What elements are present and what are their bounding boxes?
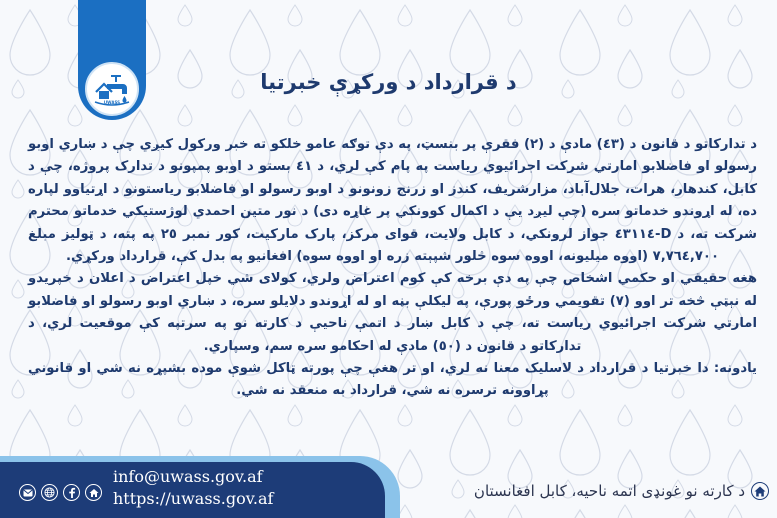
notice-paragraph-award: د تدارکاتو د قانون د (٤٣) مادې د (٢) فقرې پر بنسټ، په دې توګه عامو خلکو ته خبر ورکول کیږي چې د ښاري اوبو رسولو او فاضلابو امارتي شرکت اجرائیوي ریاست په پام کې لري، د ٤١ بستو د اوبو پمپونو د تدارک پروژه، چې د کابل، کندهار، هرات، جلال‌آباد، مزارشریف، کندز او زرنج زونونو د اوبو رسولو او فاضلابو ریاستونو د اړتیاوو لپاره ده، له اړوندو خدماتو سره (چې لیږد یې د اکمال کوونکي پر غاړه دی) د نور متین احمدي لوژستیکي خدماتو محترم شرکت ته، د D-٤٣١١٤ جواز لرونکي، د کابل ولایت، قوای مرکز، پارک مارکیت، کور نمبر ٢٥ په پته، د ټولیز مبلغ ٧,٧٦٤,٧٠٠ (اووه میلیونه، اووه سوه څلور شپېته زره او اووه سوه) افغانیو په بدل کې، قرارداد ورکړي. bbox=[28, 137, 757, 265]
website-link[interactable]: https://uwass.gov.af bbox=[113, 489, 274, 508]
globe-icon[interactable] bbox=[41, 484, 58, 501]
logo-banner bbox=[78, 0, 146, 120]
address-text: د کارته نو غونډی اتمه ناحیه، کابل افغانستان bbox=[473, 482, 745, 500]
facebook-icon[interactable] bbox=[63, 484, 80, 501]
home-icon[interactable] bbox=[85, 484, 102, 501]
home-icon bbox=[751, 482, 769, 500]
mail-icon[interactable] bbox=[19, 484, 36, 501]
notice-paragraph-objection: هغه حقیقي او حکمي اشخاص چې په دې برخه کې کوم اعتراض ولري، کولای شي خپل اعتراض د اعلان د خپریدو له نېټې څخه تر اوو (٧) تقویمي ورځو پورې، په لیکلې بڼه او له اړوندو دلایلو سره، د ښاري اوبو رسولو او فاضلابو امارتي شرکت اجرائیوي ریاست ته، چې د کابل ښار د اتمې ناحیې د کارته نو په سرتپه کې موقعیت لري، د تدارکاتو د قانون د (٥٠) مادې له احکامو سره سم، وسپاري. bbox=[28, 271, 757, 354]
email-link[interactable]: info@uwass.gov.af bbox=[113, 467, 263, 486]
logo-caption: UWASS bbox=[103, 100, 121, 105]
footer-address bbox=[474, 482, 769, 500]
social-icons bbox=[19, 484, 102, 501]
notice-body bbox=[28, 134, 757, 403]
notice-paragraph-note: یادونه: دا خبرتیا د قرارداد د لاسلیک معنا نه لري، او تر هغې چې پورته ټاکل شوې موده بشپړه نه شي او قانوني پړاوونه ترسره نه شي، قرارداد به منعقد نه شي. bbox=[28, 361, 757, 399]
contact-info bbox=[113, 466, 273, 510]
page-title: د قرارداد د ورکړې خبرتیا bbox=[260, 70, 517, 94]
